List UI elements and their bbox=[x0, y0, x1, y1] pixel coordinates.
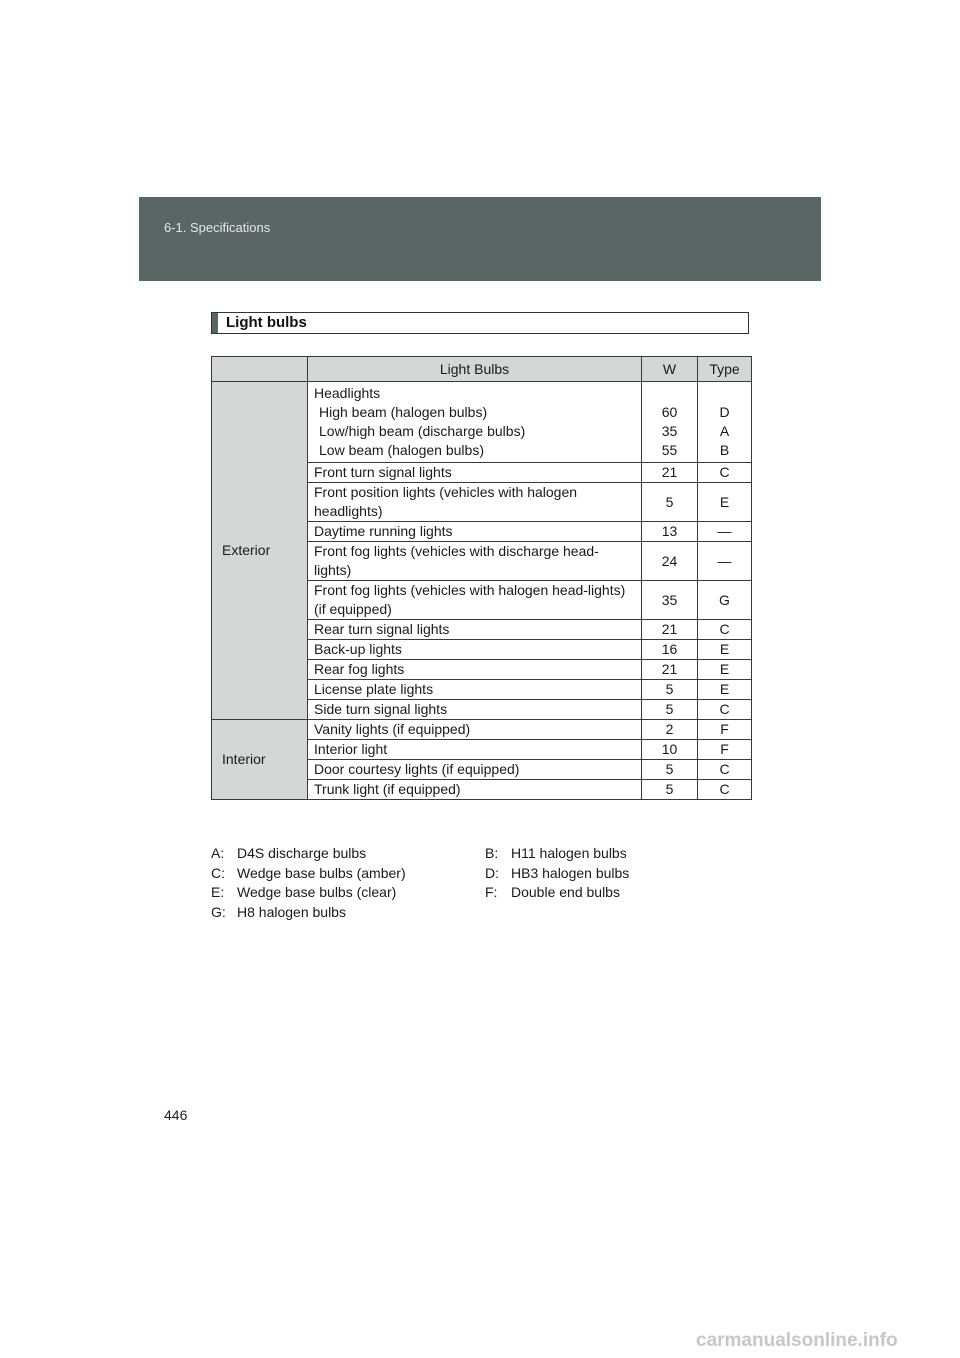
headlight-item-name: Low beam (halogen bulbs) bbox=[319, 442, 484, 458]
table-header-category bbox=[212, 357, 308, 382]
bulb-name: Door courtesy lights (if equipped) bbox=[308, 760, 642, 780]
legend-text: H8 halogen bulbs bbox=[237, 903, 346, 920]
headlight-item-watts: 55 bbox=[661, 442, 678, 458]
chapter-header-band bbox=[139, 197, 821, 281]
bulb-type: F bbox=[698, 740, 752, 760]
bulb-name: Front position lights (vehicles with halogen headlights) bbox=[308, 483, 642, 522]
bulb-type: E bbox=[698, 680, 752, 700]
legend-key: G: bbox=[211, 903, 226, 920]
headlights-type-cell bbox=[698, 382, 752, 463]
bulb-name: Daytime running lights bbox=[308, 522, 642, 542]
bulb-watts: 35 bbox=[642, 581, 698, 620]
section-title: Light bulbs bbox=[226, 314, 307, 331]
bulb-type: — bbox=[698, 542, 752, 581]
legend-key: E: bbox=[211, 884, 225, 900]
bulb-type: C bbox=[698, 780, 752, 800]
legend-key: D: bbox=[485, 864, 499, 881]
table-header-watts: W bbox=[642, 357, 698, 382]
legend-key: B: bbox=[485, 845, 499, 861]
legend-item bbox=[211, 903, 346, 923]
legend-key: F: bbox=[485, 884, 498, 900]
chapter-section-label: 6-1. Specifications bbox=[164, 220, 271, 235]
legend-item bbox=[211, 844, 366, 864]
legend-text: D4S discharge bulbs bbox=[237, 845, 367, 861]
legend-item bbox=[211, 864, 406, 884]
bulb-watts: 5 bbox=[642, 700, 698, 720]
bulb-type: E bbox=[698, 640, 752, 660]
bulb-name: Vanity lights (if equipped) bbox=[308, 720, 642, 740]
headlights-cell bbox=[308, 382, 642, 463]
light-bulbs-table bbox=[211, 356, 752, 800]
bulb-name: Interior light bbox=[308, 740, 642, 760]
watermark: carmanualsonline.info bbox=[696, 1330, 898, 1351]
table-header-bulbs: Light Bulbs bbox=[308, 357, 642, 382]
bulb-type: F bbox=[698, 720, 752, 740]
bulb-type: C bbox=[698, 620, 752, 640]
bulb-name: Front fog lights (vehicles with discharge head-lights) bbox=[308, 542, 642, 581]
bulb-name: Back-up lights bbox=[308, 640, 642, 660]
headlight-item-type: A bbox=[719, 423, 730, 439]
bulb-watts: 16 bbox=[642, 640, 698, 660]
table-row bbox=[212, 720, 752, 740]
bulb-watts: 24 bbox=[642, 542, 698, 581]
category-interior: Interior bbox=[212, 720, 308, 800]
bulb-watts: 21 bbox=[642, 463, 698, 483]
headlight-item-type: D bbox=[719, 404, 730, 420]
bulb-watts: 2 bbox=[642, 720, 698, 740]
section-title-marker bbox=[212, 313, 218, 333]
table-row-headlights bbox=[212, 382, 752, 463]
legend-key: A: bbox=[211, 845, 225, 861]
bulb-name: License plate lights bbox=[308, 680, 642, 700]
bulb-watts: 5 bbox=[642, 780, 698, 800]
bulb-watts: 10 bbox=[642, 740, 698, 760]
legend-item bbox=[485, 883, 620, 903]
legend-key: C: bbox=[211, 864, 225, 881]
legend-text: Double end bulbs bbox=[511, 884, 620, 900]
bulb-type: C bbox=[698, 760, 752, 780]
headlight-item-name: High beam (halogen bulbs) bbox=[319, 404, 488, 420]
bulb-name: Trunk light (if equipped) bbox=[308, 780, 642, 800]
table-header-type: Type bbox=[698, 357, 752, 382]
headlights-watts-cell bbox=[642, 382, 698, 463]
legend-item bbox=[485, 844, 627, 864]
bulb-name: Rear turn signal lights bbox=[308, 620, 642, 640]
bulb-type: C bbox=[698, 463, 752, 483]
headlight-item-name: Low/high beam (discharge bulbs) bbox=[319, 423, 526, 439]
bulb-watts: 21 bbox=[642, 620, 698, 640]
bulb-watts: 13 bbox=[642, 522, 698, 542]
bulb-name: Side turn signal lights bbox=[308, 700, 642, 720]
headlights-label: Headlights bbox=[314, 385, 381, 401]
legend-text: Wedge base bulbs (amber) bbox=[237, 864, 406, 881]
legend-item bbox=[485, 864, 629, 884]
legend-text: H11 halogen bulbs bbox=[511, 845, 627, 861]
category-exterior: Exterior bbox=[212, 382, 308, 720]
legend-item bbox=[211, 883, 396, 903]
bulb-type: — bbox=[698, 522, 752, 542]
bulb-type: C bbox=[698, 700, 752, 720]
bulb-watts: 5 bbox=[642, 760, 698, 780]
headlight-item-type: B bbox=[719, 442, 730, 458]
bulb-watts: 5 bbox=[642, 680, 698, 700]
bulb-watts: 5 bbox=[642, 483, 698, 522]
page-number: 446 bbox=[164, 1107, 188, 1123]
bulb-watts: 21 bbox=[642, 660, 698, 680]
legend-text: Wedge base bulbs (clear) bbox=[237, 884, 397, 900]
headlight-item-watts: 35 bbox=[661, 423, 678, 439]
bulb-type: E bbox=[698, 660, 752, 680]
section-title-box bbox=[211, 312, 749, 334]
headlight-item-watts: 60 bbox=[661, 404, 678, 420]
bulb-name: Front turn signal lights bbox=[308, 463, 642, 483]
bulb-type: G bbox=[698, 581, 752, 620]
bulb-name: Front fog lights (vehicles with halogen head-lights) (if equipped) bbox=[308, 581, 642, 620]
bulb-type: E bbox=[698, 483, 752, 522]
bulb-name: Rear fog lights bbox=[308, 660, 642, 680]
legend-text: HB3 halogen bulbs bbox=[511, 864, 630, 881]
